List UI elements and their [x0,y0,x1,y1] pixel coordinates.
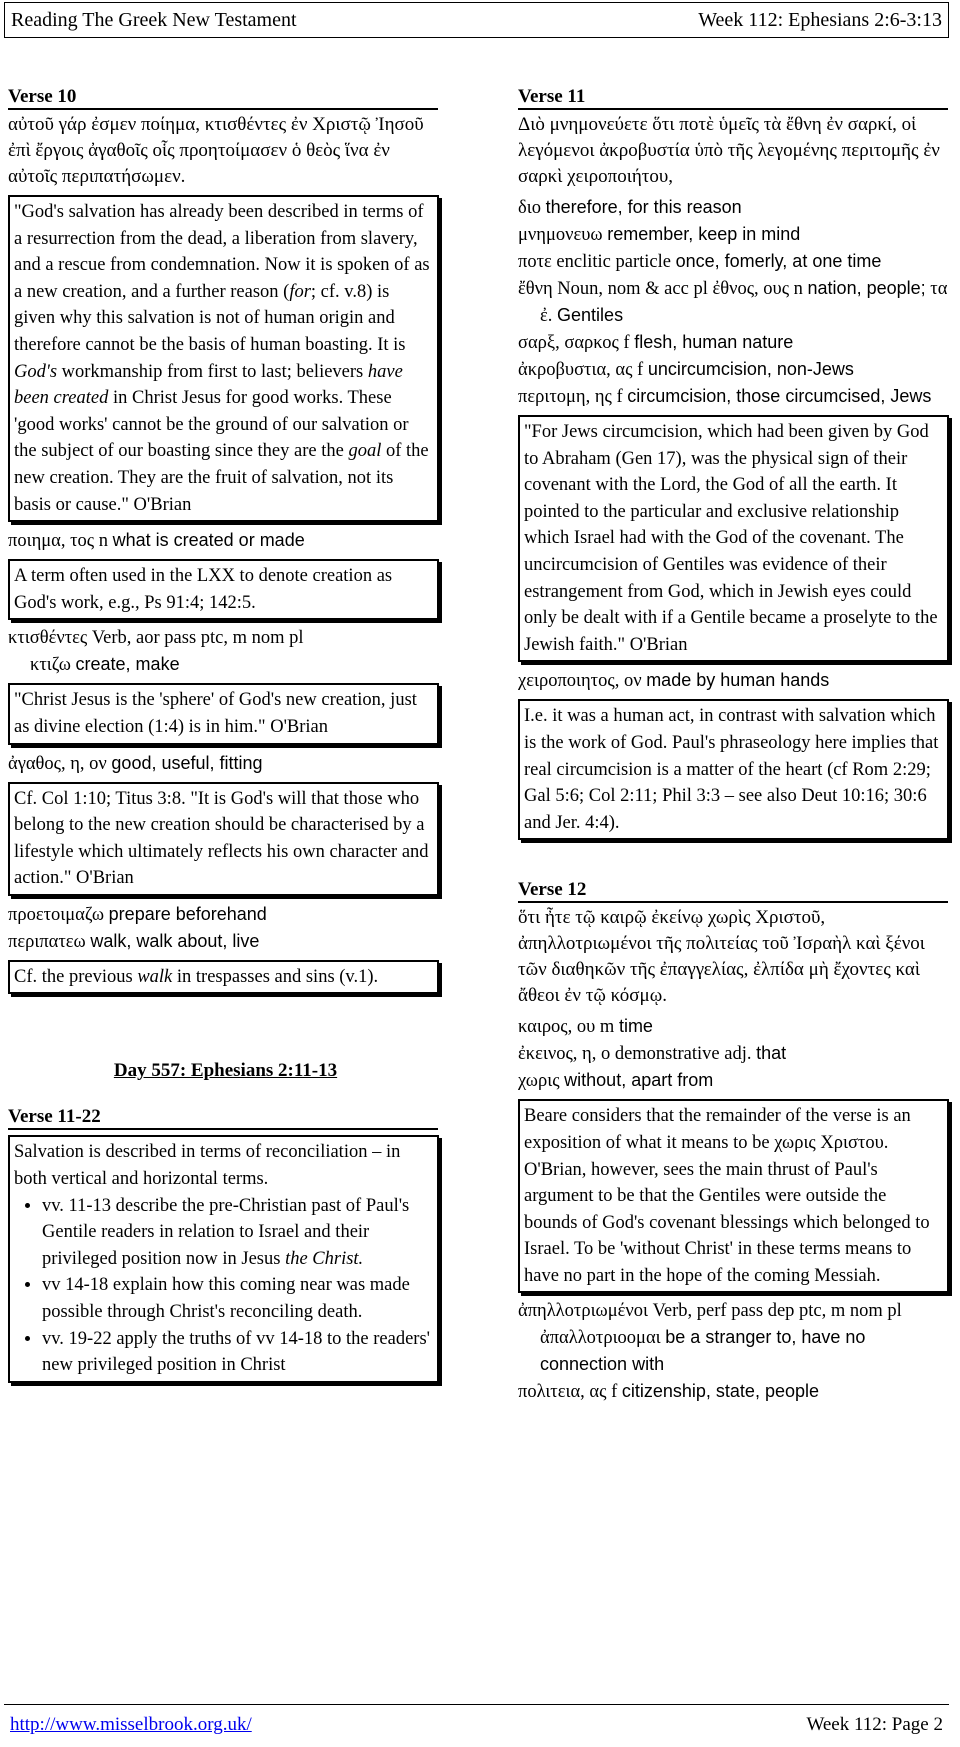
vocab-greek: ἀκροβυστια, ας f [518,360,644,380]
vocab-parse: demonstrative adj. [614,1044,752,1065]
note-greek: χωρις Χριστου [774,1132,884,1153]
vocab-greek: ποιημα, τος n [8,531,108,552]
note-text: . O'Brian, however, sees the main thrust of Paul's argument to be that the Gentiles were outside the bounds of God's covenant blessings which belonged to Israel. To be 'without Christ' in these terms means to have no part in the hope of the coming Messiah. [524,1132,930,1286]
vocab-gloss: once, fomerly, at one time [675,251,882,271]
day-heading: Day 557: Ephesians 2:11-13 [113,1060,338,1082]
list-item: • vv. 19-22 apply the truths of vv 14-18 to the readers' new privileged position in Christ [42,1326,433,1379]
note-text: in Christ Jesus for good works. These 'good works' cannot be the ground of our salvation or the subject of our boasting since they are the [14,388,409,462]
vocab-greek: διο [518,198,541,218]
vocab-gloss: without, apart from [564,1070,714,1091]
verse-11-greek: Διὸ μνημονεύετε ὅτι ποτὲ ὑμεῖς τὰ ἔθνη ἐν σαρκί, οἱ λεγόμενοι ἀκροβυστία ὑπὸ τῆς λεγομένης περιτομῆς ἐν σαρκὶ χειροποιήτου, [518,114,940,187]
note-text: in trespasses and sins (v.1). [172,966,379,987]
vocab-greek: τα ἐ. [540,279,948,326]
vocab-gloss: create, make [75,654,180,675]
vocab-politeia [518,1378,953,1405]
vocab-greek: πολιτεια, ας f [518,1382,618,1403]
vocab-gloss: nation, people; [807,278,926,298]
summary-list [14,1193,433,1379]
vocab-peripateo [8,928,443,955]
vocab-gloss: that [756,1043,787,1064]
vocab-gloss: uncircumcision, non-Jews [647,359,854,379]
vocab-apellotriomenoi [518,1298,953,1378]
vocab-poiema [8,527,443,554]
note-italic: for [289,281,311,302]
vocab-kairos [518,1013,953,1040]
vocab-greek: περιπατεω [8,931,86,952]
vocab-sarx [518,329,953,356]
vocab-greek: ἐκεινος, η, ο [518,1044,611,1065]
verse-11-22-heading: Verse 11-22 [8,1106,438,1130]
vocab-greek: ποτε [518,252,552,272]
verse-12-greek: ὅτι ἦτε τῷ καιρῷ ἐκείνῳ χωρὶς Χριστοῦ, ἀπηλλοτριωμένοι τῆς πολιτείας τοῦ Ἰσραὴλ καὶ ξένοι τῶν διαθηκῶν τῆς ἐπαγγελίας, ἐλπίδα μὴ ἔχοντες καὶ ἄθεοι ἐν τῷ κόσμῳ. [518,907,925,1007]
vocab-gloss: remember, keep in mind [607,224,801,244]
vocab-greek: χωρις [518,1071,560,1092]
website-link[interactable]: http://www.misselbrook.org.uk/ [10,1713,252,1735]
vocab-greek: ἀπηλλοτριωμένοι [518,1301,648,1322]
spacer [518,845,953,879]
vocab-greek: περιτομη, ης f [518,387,623,407]
vocab-gloss: flesh, human nature [634,332,794,352]
vocab-greek: μνημονευω [518,225,603,245]
vocab-parse: Noun, nom & acc pl [557,279,708,299]
vocab-gloss: therefore, for this reason [545,197,742,217]
vocab-greek: προετοιμαζω [8,904,105,925]
verse-12-heading: Verse 12 [518,879,948,903]
vocab-greek: κτιζω [30,655,71,676]
poiema-note: A term often used in the LXX to denote creation as God's work, e.g., Ps 91:4; 142:5. [8,559,439,620]
list-item [42,1193,433,1273]
verse-11-22-summary [8,1135,439,1382]
vocab-mnemoneuo [518,221,953,248]
vocab-gloss: walk, walk about, live [90,930,260,951]
vocab-choris [518,1067,953,1094]
vocab-agathos [8,750,443,777]
vocab-parse: Verb, aor pass ptc, m nom pl [91,628,304,649]
note-italic: goal [348,441,382,462]
verse-10-heading: Verse 10 [8,86,438,110]
vocab-gloss: good, useful, fitting [111,752,263,773]
page-number: Week 112: Page 2 [806,1713,943,1735]
summary-intro: Salvation is described in terms of reconciliation – in both vertical and horizontal terms. [14,1142,401,1190]
vocab-ktizo [8,651,443,678]
verse-11-heading: Verse 11 [518,86,948,110]
note-italic: walk [137,966,173,987]
page-header [4,2,949,38]
verse-10-commentary [8,195,439,522]
vocab-greek: καιρος, ου m [518,1017,615,1038]
header-title: Reading The Greek New Testament [11,8,297,31]
note-text: Cf. the previous [14,966,138,987]
vocab-greek: ἀπαλλοτριοομαι [540,1328,661,1349]
header-week: Week 112: Ephesians 2:6-3:13 [698,8,942,31]
vocab-akrobustia [518,356,953,383]
verse-10-greek: αὐτοῦ γάρ ἐσμεν ποίημα, κτισθέντες ἐν Χριστῷ Ἰησοῦ ἐπὶ ἔργοις ἀγαθοῖς οἷς προητοίμασεν ὁ θεὸς ἵνα ἐν αὐτοῖς περιπατήσωμεν. [8,114,424,187]
vocab-greek: ἐθνος, ους n [712,279,803,299]
vocab-gloss: be a stranger to, have no connection with [540,1327,866,1375]
list-item: • vv 14-18 explain how this coming near was made possible through Christ's reconciling death. [42,1272,433,1325]
note-italic: God's [14,361,58,382]
vocab-gloss: prepare beforehand [108,903,267,924]
vocab-gloss: made by human hands [646,670,830,691]
vocab-dio [518,194,953,221]
vocab-cheiropoietos [518,667,953,694]
walk-note [8,960,439,995]
vocab-proetoimazo [8,901,443,928]
vocab-gloss: what is created or made [112,530,305,551]
cheiropoietos-note: I.e. it was a human act, in contrast with salvation which is the work of God. Paul's phraseology here implies that real circumcision is a matter of the heart (cf Rom 2:29; Gal 5:6; Col 2:11; Phil 3:3 – see also Deut 10:16; 30:6 and Jer. 4:4). [518,699,949,840]
vocab-greek: χειροποιητος, ον [518,671,642,692]
note-text: Beare considers that the remainder of the verse is an exposition of what it means to be [524,1106,911,1153]
note-italic: have been created [14,361,403,409]
list-item-text: vv. 11-13 describe the pre-Christian past of Paul's Gentile readers in relation to Israel and their privileged position now in Jesus [42,1195,410,1269]
choris-note [518,1099,949,1293]
note-text: workmanship from first to last; believers [57,361,368,382]
vocab-ktisthentes [8,625,443,651]
left-column [8,86,443,1388]
vocab-gloss: circumcision, those circumcised, Jews [627,386,932,406]
right-column [518,86,953,1405]
vocab-gloss: time [618,1016,653,1037]
vocab-parse: enclitic particle [556,252,671,272]
note-text: of the new creation. They are the fruit of salvation, not its basis or cause." O'Brian [14,441,429,515]
page-footer [4,1704,949,1744]
vocab-greek: κτισθέντες [8,628,88,649]
vocab-gloss: Gentiles [557,305,624,325]
vocab-greek: ἀγαθος, η, ον [8,753,107,774]
vocab-ethne [518,275,953,329]
ktizo-note: "Christ Jesus is the 'sphere' of God's new creation, just as divine election (1:4) is in him." O'Brian [8,683,439,744]
vocab-gloss: citizenship, state, people [621,1381,819,1402]
circumcision-note: "For Jews circumcision, which had been given by God to Abraham (Gen 17), was the physical sign of their covenant with the Lord, the God of all the earth. It pointed to the particular and exclusive relationship which Israel had with the God of the covenant. The uncircumcision of Gentiles was evidence of their estrangement from God, which in Jewish eyes could only be dealt with if a Gentile became a proselyte to the Jewish faith." O'Brian [518,415,949,662]
note-text: "God's salvation has already been described in terms of a resurrection from the dead, a liberation from slavery, and a rescue from condemnation. Now it is spoken of as a new creation, and a further reason ( [14,202,430,302]
vocab-pote [518,248,953,275]
agathos-note: Cf. Col 1:10; Titus 3:8. "It is God's will that those who belong to the new creation should be characterised by a lifestyle which ultimately reflects his own character and action." O'Brian [8,782,439,896]
vocab-ekeinos [518,1040,953,1067]
note-text: ; cf. v.8) is given why this salvation is not of human origin and therefore cannot be the basis of human boasting. It is [14,281,406,355]
vocab-peritome [518,383,953,410]
vocab-greek: σαρξ, σαρκος f [518,333,630,353]
list-item-italic: the Christ. [285,1248,364,1269]
vocab-parse: Verb, perf pass dep ptc, m nom pl [652,1301,902,1322]
vocab-greek: ἔθνη [518,279,553,299]
